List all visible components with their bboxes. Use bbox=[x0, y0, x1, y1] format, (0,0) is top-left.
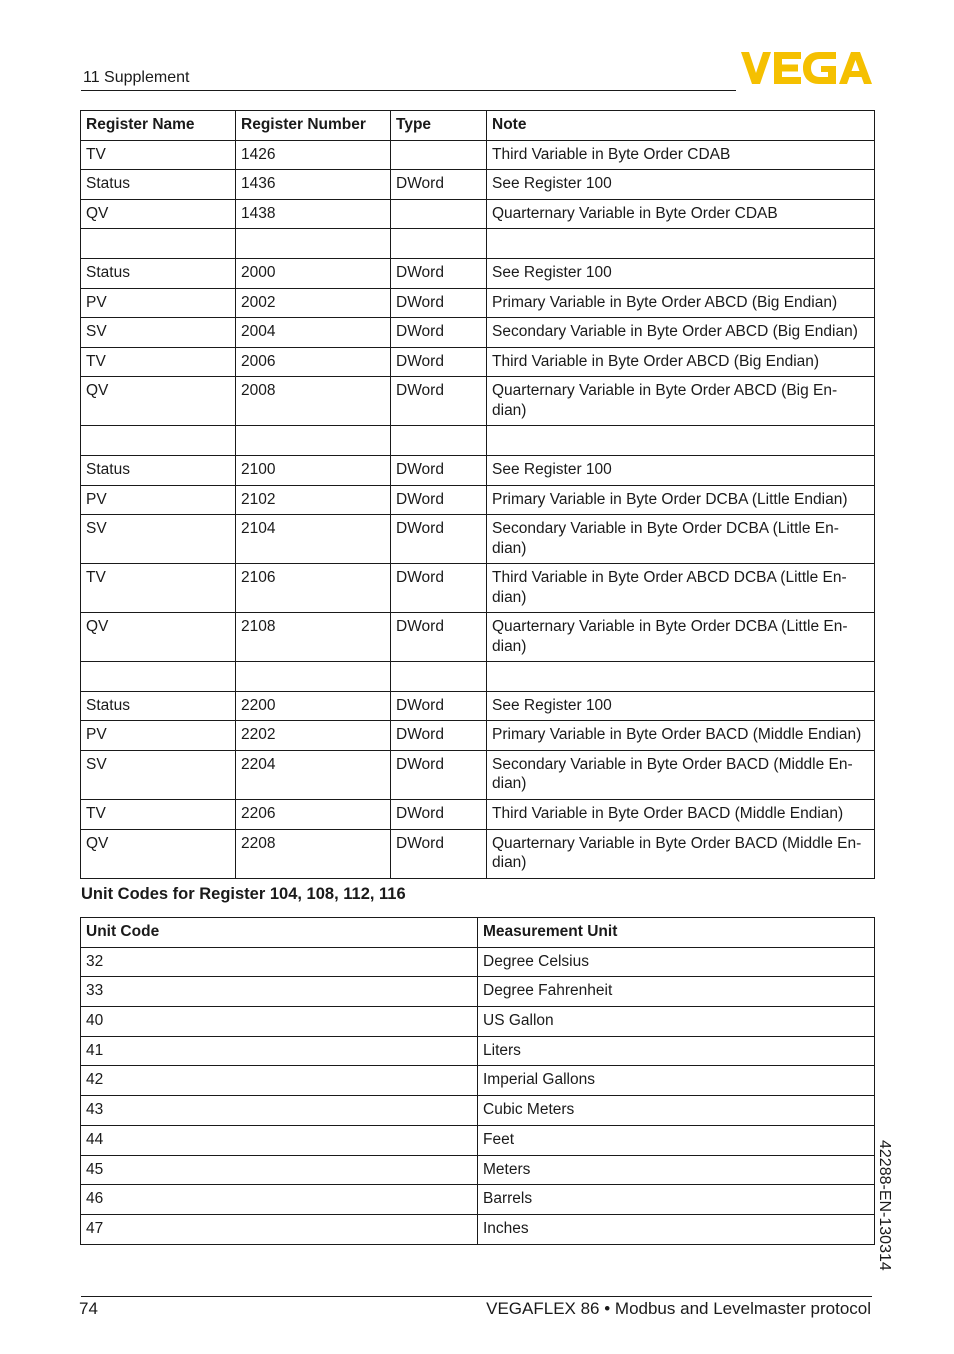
cell-measurement-unit: Barrels bbox=[478, 1185, 875, 1215]
cell-register-number: 2006 bbox=[236, 347, 391, 377]
cell-note: Quarternary Variable in Byte Order BACD (Middle En- dian) bbox=[487, 829, 875, 878]
cell-register-number: 2202 bbox=[236, 721, 391, 751]
cell-register-number bbox=[236, 229, 391, 259]
cell-measurement-unit: Liters bbox=[478, 1036, 875, 1066]
cell-register-name: Status bbox=[81, 170, 236, 200]
cell-unit-code: 45 bbox=[81, 1155, 478, 1185]
cell-register-name: Status bbox=[81, 691, 236, 721]
cell-type: DWord bbox=[391, 750, 487, 799]
cell-register-name: TV bbox=[81, 564, 236, 613]
cell-register-name: PV bbox=[81, 288, 236, 318]
cell-note: See Register 100 bbox=[487, 258, 875, 288]
table-row bbox=[81, 662, 875, 692]
cell-register-name bbox=[81, 426, 236, 456]
table-row bbox=[81, 564, 875, 613]
cell-note: Secondary Variable in Byte Order ABCD (Big Endian) bbox=[487, 318, 875, 348]
table-row bbox=[81, 318, 875, 348]
table-row bbox=[81, 1125, 875, 1155]
table-header-row bbox=[81, 918, 875, 948]
cell-register-number: 2200 bbox=[236, 691, 391, 721]
table-row bbox=[81, 691, 875, 721]
column-header-type: Type bbox=[391, 111, 487, 141]
cell-type: DWord bbox=[391, 829, 487, 878]
cell-measurement-unit: Cubic Meters bbox=[478, 1096, 875, 1126]
cell-type: DWord bbox=[391, 377, 487, 426]
cell-unit-code: 33 bbox=[81, 977, 478, 1007]
table-row bbox=[81, 1066, 875, 1096]
cell-measurement-unit: Inches bbox=[478, 1214, 875, 1244]
cell-unit-code: 44 bbox=[81, 1125, 478, 1155]
unit-codes-table bbox=[80, 917, 875, 1245]
table-row bbox=[81, 170, 875, 200]
cell-type: DWord bbox=[391, 288, 487, 318]
cell-register-number: 2100 bbox=[236, 455, 391, 485]
cell-register-number: 2204 bbox=[236, 750, 391, 799]
cell-register-number: 2106 bbox=[236, 564, 391, 613]
table-row bbox=[81, 258, 875, 288]
cell-measurement-unit: Meters bbox=[478, 1155, 875, 1185]
cell-type: DWord bbox=[391, 564, 487, 613]
table-row bbox=[81, 288, 875, 318]
table-row bbox=[81, 1007, 875, 1037]
table-row bbox=[81, 977, 875, 1007]
cell-note: Third Variable in Byte Order CDAB bbox=[487, 140, 875, 170]
cell-register-number: 2008 bbox=[236, 377, 391, 426]
cell-register-name: QV bbox=[81, 377, 236, 426]
cell-type: DWord bbox=[391, 318, 487, 348]
page-number: 74 bbox=[79, 1299, 98, 1318]
column-header-register-number: Register Number bbox=[236, 111, 391, 141]
cell-register-name: PV bbox=[81, 485, 236, 515]
cell-register-number: 2206 bbox=[236, 799, 391, 829]
cell-type: DWord bbox=[391, 799, 487, 829]
cell-note: Quarternary Variable in Byte Order CDAB bbox=[487, 199, 875, 229]
footer-divider bbox=[81, 1296, 872, 1297]
cell-unit-code: 43 bbox=[81, 1096, 478, 1126]
cell-note: Quarternary Variable in Byte Order ABCD (Big En- dian) bbox=[487, 377, 875, 426]
cell-note bbox=[487, 662, 875, 692]
cell-register-name: Status bbox=[81, 258, 236, 288]
cell-register-name bbox=[81, 662, 236, 692]
cell-unit-code: 32 bbox=[81, 947, 478, 977]
cell-register-number: 2002 bbox=[236, 288, 391, 318]
cell-register-name: SV bbox=[81, 750, 236, 799]
cell-note: Secondary Variable in Byte Order BACD (Middle En- dian) bbox=[487, 750, 875, 799]
cell-register-number: 2108 bbox=[236, 613, 391, 662]
cell-note: See Register 100 bbox=[487, 170, 875, 200]
cell-note: Primary Variable in Byte Order ABCD (Big Endian) bbox=[487, 288, 875, 318]
table-row bbox=[81, 1185, 875, 1215]
unit-codes-heading: Unit Codes for Register 104, 108, 112, 116 bbox=[81, 885, 406, 903]
table-row bbox=[81, 485, 875, 515]
cell-register-number: 1426 bbox=[236, 140, 391, 170]
cell-register-name: SV bbox=[81, 515, 236, 564]
cell-unit-code: 42 bbox=[81, 1066, 478, 1096]
table-row bbox=[81, 377, 875, 426]
cell-type bbox=[391, 229, 487, 259]
header-divider bbox=[81, 90, 736, 91]
table-row bbox=[81, 426, 875, 456]
register-table bbox=[80, 110, 875, 879]
document-id: 42288-EN-130314 bbox=[876, 1140, 893, 1271]
cell-measurement-unit: Feet bbox=[478, 1125, 875, 1155]
cell-measurement-unit: US Gallon bbox=[478, 1007, 875, 1037]
cell-type: DWord bbox=[391, 613, 487, 662]
cell-register-name: QV bbox=[81, 829, 236, 878]
cell-note: Third Variable in Byte Order BACD (Middle Endian) bbox=[487, 799, 875, 829]
cell-type: DWord bbox=[391, 170, 487, 200]
cell-note: Third Variable in Byte Order ABCD DCBA (Little En- dian) bbox=[487, 564, 875, 613]
cell-type: DWord bbox=[391, 258, 487, 288]
cell-register-number bbox=[236, 426, 391, 456]
cell-unit-code: 46 bbox=[81, 1185, 478, 1215]
cell-type: DWord bbox=[391, 721, 487, 751]
cell-register-name: TV bbox=[81, 347, 236, 377]
cell-register-name: SV bbox=[81, 318, 236, 348]
cell-register-number: 1436 bbox=[236, 170, 391, 200]
cell-unit-code: 47 bbox=[81, 1214, 478, 1244]
cell-register-name: TV bbox=[81, 799, 236, 829]
cell-note: Third Variable in Byte Order ABCD (Big Endian) bbox=[487, 347, 875, 377]
cell-note: Secondary Variable in Byte Order DCBA (Little En- dian) bbox=[487, 515, 875, 564]
table-row bbox=[81, 140, 875, 170]
footer-title: VEGAFLEX 86 • Modbus and Levelmaster protocol bbox=[486, 1299, 871, 1318]
table-row bbox=[81, 1155, 875, 1185]
table-row bbox=[81, 947, 875, 977]
cell-type bbox=[391, 662, 487, 692]
cell-register-name: Status bbox=[81, 455, 236, 485]
cell-type bbox=[391, 426, 487, 456]
cell-note: Primary Variable in Byte Order DCBA (Little Endian) bbox=[487, 485, 875, 515]
vega-logo bbox=[741, 52, 872, 84]
cell-type: DWord bbox=[391, 515, 487, 564]
table-header-row bbox=[81, 111, 875, 141]
cell-note bbox=[487, 229, 875, 259]
cell-register-name: QV bbox=[81, 613, 236, 662]
cell-register-name: QV bbox=[81, 199, 236, 229]
table-row bbox=[81, 829, 875, 878]
cell-type: DWord bbox=[391, 455, 487, 485]
column-header-measurement-unit: Measurement Unit bbox=[478, 918, 875, 948]
table-row bbox=[81, 347, 875, 377]
cell-register-number: 2104 bbox=[236, 515, 391, 564]
table-row bbox=[81, 613, 875, 662]
cell-measurement-unit: Imperial Gallons bbox=[478, 1066, 875, 1096]
column-header-unit-code: Unit Code bbox=[81, 918, 478, 948]
cell-note bbox=[487, 426, 875, 456]
cell-note: See Register 100 bbox=[487, 455, 875, 485]
cell-register-number: 2208 bbox=[236, 829, 391, 878]
section-title: 11 Supplement bbox=[83, 69, 190, 86]
table-row bbox=[81, 515, 875, 564]
cell-register-name: TV bbox=[81, 140, 236, 170]
column-header-note: Note bbox=[487, 111, 875, 141]
cell-measurement-unit: Degree Fahrenheit bbox=[478, 977, 875, 1007]
table-row bbox=[81, 721, 875, 751]
cell-register-number: 2102 bbox=[236, 485, 391, 515]
cell-type: DWord bbox=[391, 691, 487, 721]
cell-register-number: 2000 bbox=[236, 258, 391, 288]
cell-register-number: 2004 bbox=[236, 318, 391, 348]
table-row bbox=[81, 455, 875, 485]
cell-unit-code: 41 bbox=[81, 1036, 478, 1066]
cell-register-number: 1438 bbox=[236, 199, 391, 229]
table-row bbox=[81, 199, 875, 229]
cell-register-name bbox=[81, 229, 236, 259]
table-row bbox=[81, 1036, 875, 1066]
cell-unit-code: 40 bbox=[81, 1007, 478, 1037]
table-row bbox=[81, 799, 875, 829]
cell-note: Primary Variable in Byte Order BACD (Middle Endian) bbox=[487, 721, 875, 751]
cell-type: DWord bbox=[391, 485, 487, 515]
cell-type: DWord bbox=[391, 347, 487, 377]
column-header-register-name: Register Name bbox=[81, 111, 236, 141]
cell-note: See Register 100 bbox=[487, 691, 875, 721]
table-row bbox=[81, 1096, 875, 1126]
table-row bbox=[81, 1214, 875, 1244]
cell-type bbox=[391, 140, 487, 170]
cell-measurement-unit: Degree Celsius bbox=[478, 947, 875, 977]
cell-register-number bbox=[236, 662, 391, 692]
table-row bbox=[81, 229, 875, 259]
cell-note: Quarternary Variable in Byte Order DCBA (Little En- dian) bbox=[487, 613, 875, 662]
cell-type bbox=[391, 199, 487, 229]
cell-register-name: PV bbox=[81, 721, 236, 751]
table-row bbox=[81, 750, 875, 799]
